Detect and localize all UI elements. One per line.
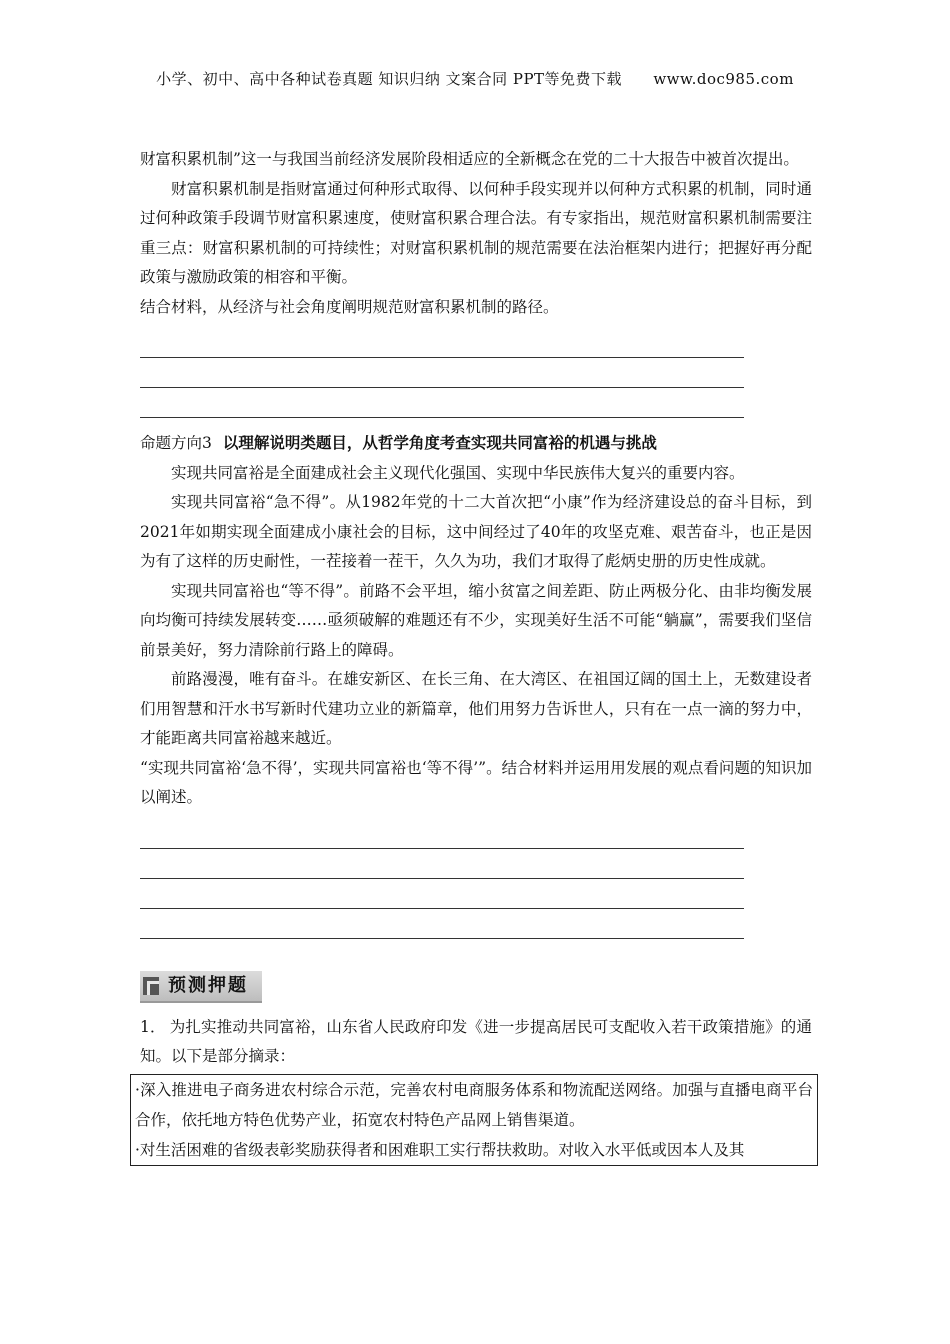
excerpt-box: [130, 1074, 818, 1166]
section2-heading: [140, 428, 812, 459]
answer-line[interactable]: [140, 909, 744, 939]
predict-banner-title: 预测押题: [168, 974, 248, 996]
section2-paragraph: 实现共同富裕是全面建成社会主义现代化强国、实现中华民族伟大复兴的重要内容。: [171, 463, 745, 482]
answer-lines-1[interactable]: [140, 328, 744, 418]
question-1-number: 1．: [140, 1017, 166, 1036]
answer-line[interactable]: [140, 358, 744, 388]
answer-line[interactable]: [140, 879, 744, 909]
section2-paragraph: 前路漫漫，唯有奋斗。在雄安新区、在长三角、在大湾区、在祖国辽阔的国土上，无数建设者们用智慧和汗水书写新时代建功立业的新篇章，他们用努力告诉世人，只有在一点一滴的努力中，才能距离共同富裕越来越近。: [140, 670, 812, 747]
section2-question: “实现共同富裕‘急不得’，实现共同富裕也‘等不得’”。结合材料并运用用发展的观点看问题的知识加以阐述。: [140, 758, 812, 806]
question-1-text: 为扎实推动共同富裕，山东省人民政府印发《进一步提高居民可支配收入若干政策措施》的通知。以下是部分摘录：: [140, 1017, 812, 1065]
predict-banner: [140, 971, 262, 1003]
answer-line[interactable]: [140, 819, 744, 849]
section1-intro: 财富积累机制”这一与我国当前经济发展阶段相适应的全新概念在党的二十大报告中被首次提出。: [140, 150, 799, 168]
section2-paragraph: 实现共同富裕也“等不得”。前路不会平坦，缩小贫富之间差距、防止两极分化、由非均衡发展向均衡可持续发展转变……亟须破解的难题还有不少，实现美好生活不可能“躺赢”，需要我们坚信前景美好，努力清除前行路上的障碍。: [140, 581, 812, 659]
section1-paragraph: 财富积累机制是指财富通过何种形式取得、以何种手段实现并以何种方式积累的机制，同时通过何种政策手段调节财富积累速度，使财富积累合理合法。有专家指出，规范财富积累机制需要注重三点：财富积累机制的可持续性；对财富积累机制的规范需要在法治框架内进行；把握好再分配政策与激励政策的相容和平衡。: [140, 179, 812, 286]
header-url: www.doc985.com: [653, 70, 794, 88]
page-header: [0, 68, 950, 89]
answer-line[interactable]: [140, 328, 744, 358]
section1-question: 结合材料，从经济与社会角度阐明规范财富积累机制的路径。: [140, 297, 559, 316]
excerpt-item: ·对生活困难的省级表彰奖励获得者和困难职工实行帮扶救助。对收入水平低或因本人及其: [135, 1140, 745, 1159]
section2-heading-text: 以理解说明类题目，从哲学角度考查实现共同富裕的机遇与挑战: [222, 433, 657, 452]
answer-lines-2[interactable]: [140, 819, 744, 939]
section-marker-icon: [142, 975, 160, 997]
section2-heading-num: 命题方向3: [140, 434, 212, 452]
header-site-text: 小学、初中、高中各种试卷真题 知识归纳 文案合同 PPT等免费下载: [156, 70, 623, 88]
answer-line[interactable]: [140, 388, 744, 418]
excerpt-item: ·深入推进电子商务进农村综合示范，完善农村电商服务体系和物流配送网络。加强与直播电商平台合作，依托地方特色优势产业，拓宽农村特色产品网上销售渠道。: [135, 1080, 813, 1129]
answer-line[interactable]: [140, 849, 744, 879]
section2-paragraph: 实现共同富裕“急不得”。从1982年党的十二大首次把“小康”作为经济建设总的奋斗目标，到2021年如期实现全面建成小康社会的目标，这中间经过了40年的攻坚克难、艰苦奋斗，也正是因为有了这样的历史耐性，一茬接着一茬干，久久为功，我们才取得了彪炳史册的历史性成就。: [140, 493, 812, 570]
question-1: [140, 1013, 812, 1072]
document-body: [135, 145, 813, 1166]
